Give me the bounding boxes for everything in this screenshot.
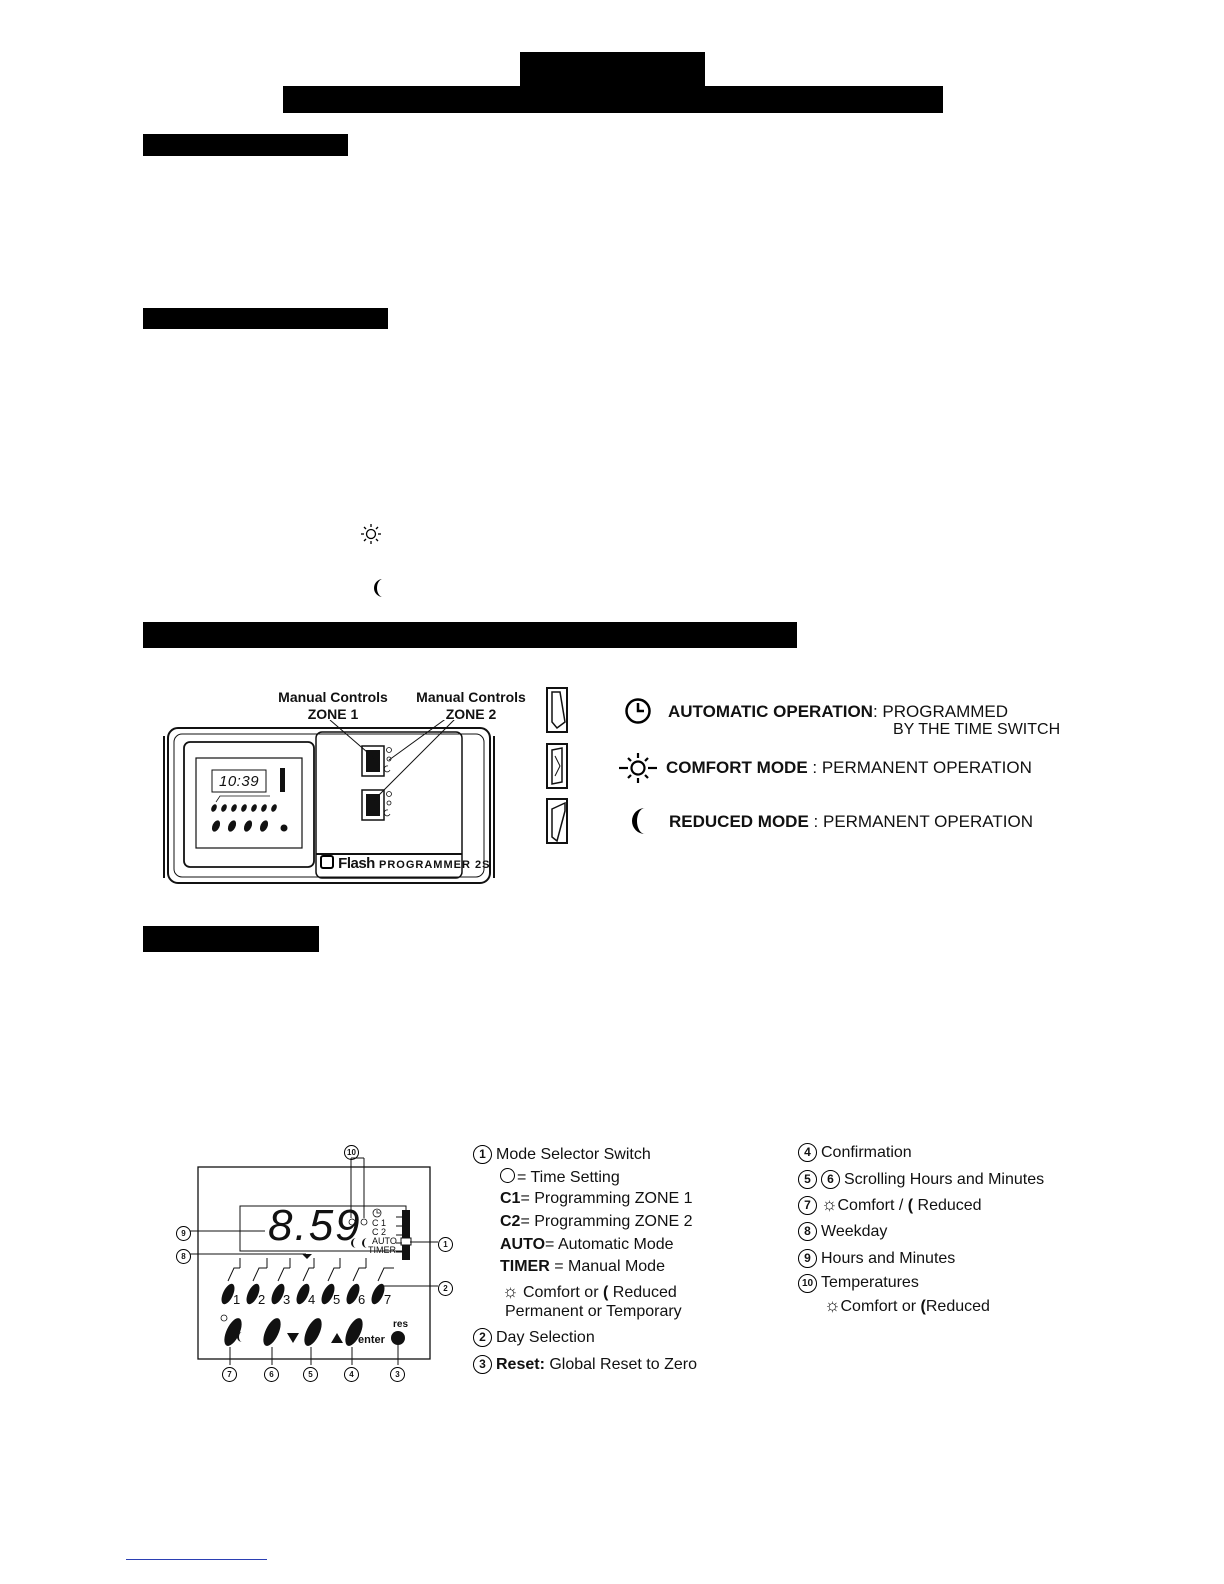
legend-num-3: 3 (473, 1355, 492, 1374)
legend-item-3: 3 Reset: Global Reset to Zero (473, 1355, 697, 1374)
selector-label-auto: AUTO (372, 1236, 397, 1246)
legend-item-4: 4 Confirmation (798, 1143, 912, 1162)
selector-label-timer: TIMER (368, 1245, 396, 1255)
reduced-moon-icon (630, 807, 650, 835)
legend-clock-icon (500, 1168, 515, 1183)
legend-perm-temp: Permanent or Temporary (505, 1303, 682, 1320)
callout-2: 2 (438, 1279, 457, 1297)
rocker-switch-auto-icon (545, 686, 571, 736)
title-bar-main (283, 86, 943, 113)
day-key-5: 5 (333, 1292, 341, 1307)
mode-reduced-title: REDUCED MODE (669, 812, 809, 831)
legend-comfort-reduced: ☼ Comfort or ( Reduced (502, 1281, 677, 1301)
callout-3: 3 (390, 1365, 409, 1383)
section-heading-2 (143, 308, 388, 329)
comfort-sun-icon (617, 751, 659, 785)
selector-label-c2: C 2 (372, 1227, 387, 1237)
legend-c2: C2= Programming ZONE 2 (500, 1213, 693, 1230)
brand-name: Flash (338, 855, 375, 872)
legend-item-10: 10 Temperatures (798, 1274, 919, 1293)
mode-auto-desc-2: BY THE TIME SWITCH (893, 721, 1061, 738)
legend-sun-icon: ☼ (821, 1194, 838, 1214)
mode-comfort-title: COMFORT MODE (666, 758, 808, 777)
legend-auto: AUTO= Automatic Mode (500, 1236, 674, 1253)
mode-comfort-desc: : PERMANENT OPERATION (812, 758, 1032, 777)
day-key-7: 7 (384, 1292, 392, 1307)
moon-icon (373, 578, 387, 598)
section-heading-1 (143, 134, 348, 156)
mode-auto-title: AUTOMATIC OPERATION (668, 702, 873, 721)
legend-timer: TIMER = Manual Mode (500, 1258, 665, 1275)
legend-num-10: 10 (798, 1274, 817, 1293)
callout-9: 9 (176, 1224, 195, 1242)
brand-logo (320, 855, 490, 872)
keypad-display-digits: 8.59 (268, 1201, 362, 1250)
rocker-switch-comfort-icon (545, 742, 571, 792)
mode-reduced-desc: : PERMANENT OPERATION (813, 812, 1033, 831)
title-bar-top (520, 52, 705, 88)
legend-item-8: 8 Weekday (798, 1222, 887, 1241)
legend-item-10-detail: ☼Comfort or (Reduced (824, 1295, 990, 1315)
legend-moon-icon: ( (907, 1197, 914, 1214)
rocker-switch-reduced-icon (545, 797, 571, 847)
keypad-diagram (170, 1140, 470, 1385)
legend-num-2: 2 (473, 1328, 492, 1347)
clock-icon (624, 697, 652, 725)
enter-key-label: enter (358, 1334, 385, 1346)
day-key-3: 3 (283, 1292, 291, 1307)
selector-label-c1: C 1 (372, 1218, 387, 1228)
callout-4: 4 (344, 1365, 363, 1383)
label-zone1: Manual Controls ZONE 1 (278, 689, 388, 722)
legend-num-1: 1 (473, 1145, 492, 1164)
day-key-6: 6 (358, 1292, 366, 1307)
legend-sun-icon: ☼ (824, 1295, 841, 1315)
legend-num-8: 8 (798, 1222, 817, 1241)
callout-10: 10 (344, 1143, 363, 1161)
mode-reduced (669, 812, 1033, 832)
callout-6: 6 (264, 1365, 283, 1383)
legend-item-9: 9 Hours and Minutes (798, 1249, 955, 1268)
day-key-2: 2 (258, 1292, 266, 1307)
footer-rule (126, 1559, 267, 1560)
legend-num-5: 5 (798, 1170, 817, 1189)
section-heading-3 (143, 622, 797, 648)
day-key-1: 1 (233, 1292, 241, 1307)
reset-key-label: res (393, 1319, 409, 1330)
legend-moon-icon: ( (602, 1284, 609, 1301)
legend-num-6: 6 (821, 1170, 840, 1189)
legend-time-setting: = Time Setting (500, 1168, 620, 1187)
callout-7: 7 (222, 1365, 241, 1383)
legend-item-7: 7 ☼Comfort / ( Reduced (798, 1194, 982, 1215)
model-name: PROGRAMMER 2S (379, 859, 491, 871)
callout-1: 1 (438, 1235, 457, 1253)
callout-8: 8 (176, 1247, 195, 1265)
day-key-4: 4 (308, 1292, 316, 1307)
mode-auto-desc: : PROGRAMMED (872, 702, 1009, 721)
mode-auto (668, 702, 1008, 722)
legend-num-7: 7 (798, 1196, 817, 1215)
legend-item-1: 1 Mode Selector Switch (473, 1145, 651, 1164)
section-heading-4 (143, 926, 319, 952)
legend-c1: C1= Programming ZONE 1 (500, 1190, 693, 1207)
legend-sun-icon: ☼ (502, 1281, 519, 1301)
mode-comfort (666, 758, 1032, 778)
label-zone2: Manual Controls ZONE 2 (416, 689, 526, 722)
legend-moon-icon: ( (920, 1298, 926, 1315)
callout-5: 5 (303, 1365, 322, 1383)
lcd-time: 10:39 (219, 773, 260, 790)
legend-item-5-6: 5 6 Scrolling Hours and Minutes (798, 1170, 1044, 1189)
brand-logo-mark (320, 855, 334, 869)
sun-icon (360, 523, 382, 545)
legend-num-9: 9 (798, 1249, 817, 1268)
legend-item-2: 2 Day Selection (473, 1328, 595, 1347)
legend-num-4: 4 (798, 1143, 817, 1162)
